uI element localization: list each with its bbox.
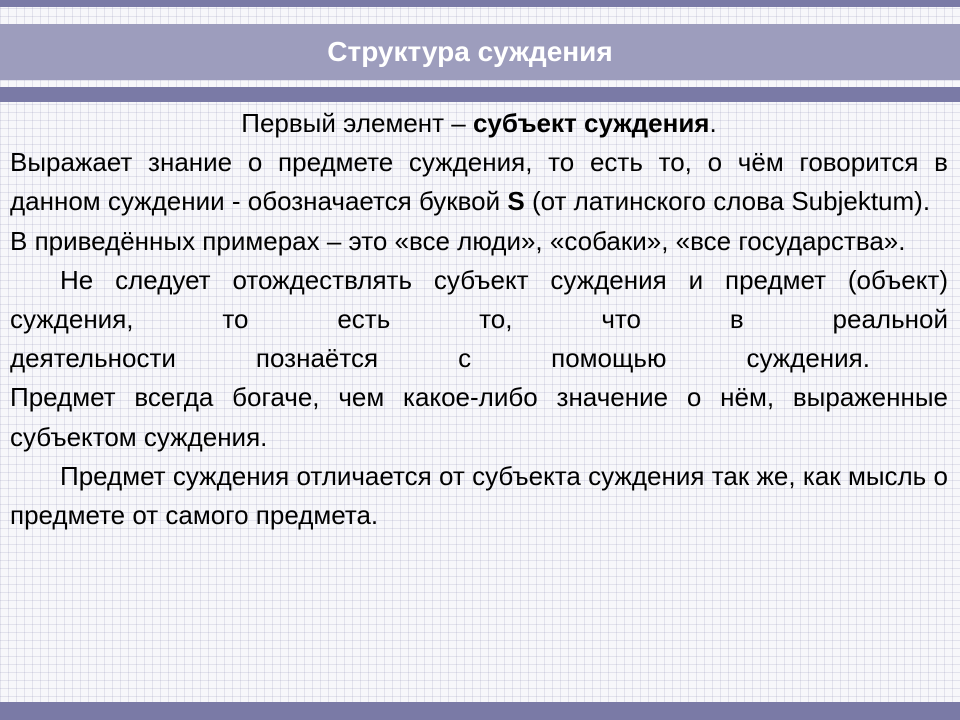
heading-prefix: Первый элемент – (241, 108, 473, 138)
slide-title: Структура суждения (327, 36, 613, 67)
heading-bold-term: субъект суждения (472, 108, 710, 138)
slide-body (10, 104, 948, 535)
bottom-decor-band (0, 702, 960, 720)
first-element-heading (10, 104, 948, 143)
richness-paragraph: Предмет всегда богаче, чем какое-либо значение о нём, выраженные субъектом суждения. (10, 382, 948, 452)
top-decor-band (0, 0, 960, 7)
definition-text: Выражает знание о предмете суждения, то есть то, о чём говорится в данном суждении - обозначается буквой (10, 147, 948, 217)
examples-paragraph: В приведённых примерах – это «все люди», «собаки», «все государства». (10, 225, 906, 256)
warning-paragraph-line1: Не следует отождествлять субъект суждения и предмет (объект) суждения, то есть то, что в реальной (10, 264, 948, 335)
conclusion-paragraph: Предмет суждения отличается от субъекта суждения так же, как мысль о предмете от самого предмета. (10, 460, 948, 531)
definition-paragraph (10, 143, 948, 221)
warning-paragraph-line2: деятельности познаётся с помощью суждения. (10, 343, 870, 374)
subject-letter: S (507, 186, 525, 217)
title-divider-band (0, 87, 960, 102)
heading-suffix: . (709, 108, 717, 138)
definition-text-end: (от латинского слова Subjektum). (524, 186, 931, 217)
title-bar (0, 24, 960, 80)
